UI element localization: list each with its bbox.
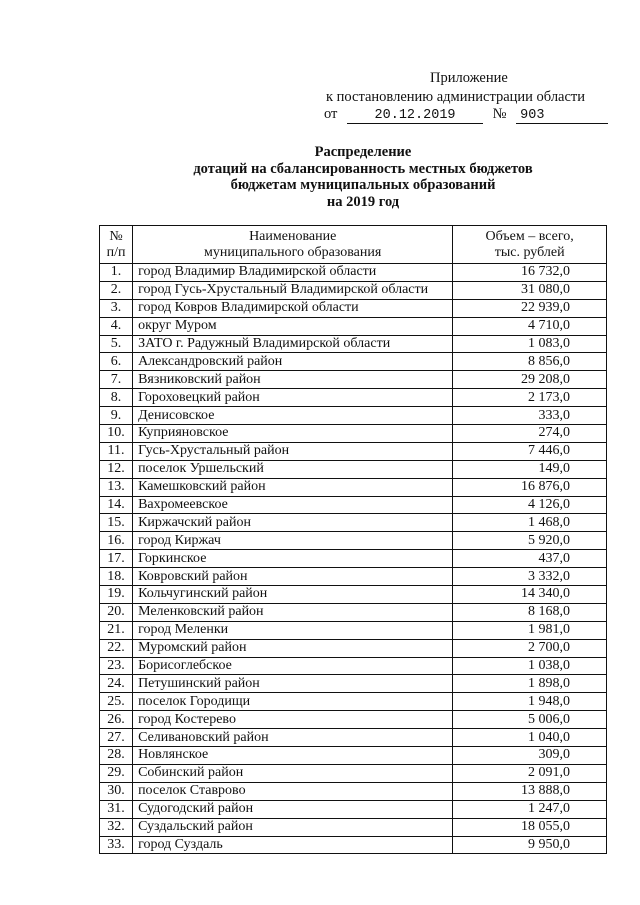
row-value: 3 332,0 [453, 568, 607, 586]
document-heading [0, 144, 640, 210]
table-row [100, 818, 607, 836]
row-value: 31 080,0 [453, 281, 607, 299]
row-name: город Костерево [133, 711, 453, 729]
row-number: 14. [100, 496, 133, 514]
row-name: Муромский район [133, 639, 453, 657]
row-value: 309,0 [453, 747, 607, 765]
heading-line-2: дотаций на сбалансированность местных бюджетов [193, 160, 533, 177]
row-name: Судогодский район [133, 800, 453, 818]
table-row [100, 514, 607, 532]
table-row [100, 478, 607, 496]
table-row [100, 299, 607, 317]
table-row [100, 568, 607, 586]
table-body [100, 264, 607, 854]
row-name: Гороховецкий район [133, 389, 453, 407]
row-value: 2 700,0 [453, 639, 607, 657]
row-name: Камешковский район [133, 478, 453, 496]
row-value: 8 856,0 [453, 353, 607, 371]
row-number: 17. [100, 550, 133, 568]
row-name: поселок Ставрово [133, 782, 453, 800]
table-row [100, 496, 607, 514]
row-number: 15. [100, 514, 133, 532]
row-value: 1 083,0 [453, 335, 607, 353]
row-name: Горкинское [133, 550, 453, 568]
row-number: 32. [100, 818, 133, 836]
header-value-line-2: тыс. рублей [494, 244, 565, 260]
row-name: поселок Городищи [133, 693, 453, 711]
row-name: Новлянское [133, 747, 453, 765]
row-number: 11. [100, 442, 133, 460]
row-value: 1 468,0 [453, 514, 607, 532]
table-row [100, 335, 607, 353]
row-name: Киржачский район [133, 514, 453, 532]
row-name: город Ковров Владимирской области [133, 299, 453, 317]
table-row [100, 264, 607, 282]
table-row [100, 281, 607, 299]
table-row [100, 389, 607, 407]
row-number: 5. [100, 335, 133, 353]
table-row [100, 353, 607, 371]
header-number [100, 226, 133, 264]
row-number: 21. [100, 621, 133, 639]
row-number: 3. [100, 299, 133, 317]
heading-line-3: бюджетам муниципальных образований [230, 177, 496, 193]
table-row [100, 407, 607, 425]
row-number: 13. [100, 478, 133, 496]
row-name: Селивановский район [133, 729, 453, 747]
row-name: город Владимир Владимирской области [133, 264, 453, 282]
row-number: 25. [100, 693, 133, 711]
distribution-table [99, 225, 607, 854]
row-value: 9 950,0 [453, 836, 607, 854]
row-name: Гусь-Хрустальный район [133, 442, 453, 460]
header-name-line-1: Наименование [249, 228, 337, 244]
table-row [100, 621, 607, 639]
header-number-line-2: п/п [106, 244, 126, 260]
row-value: 274,0 [453, 425, 607, 443]
table-row [100, 425, 607, 443]
row-name: ЗАТО г. Радужный Владимирской области [133, 335, 453, 353]
heading-line-1: Распределение [314, 144, 412, 160]
row-name: город Киржач [133, 532, 453, 550]
table-row [100, 711, 607, 729]
row-number: 9. [100, 407, 133, 425]
row-value: 4 126,0 [453, 496, 607, 514]
row-number: 8. [100, 389, 133, 407]
row-value: 2 173,0 [453, 389, 607, 407]
table-header-row [100, 226, 607, 264]
row-value: 1 040,0 [453, 729, 607, 747]
row-number: 12. [100, 460, 133, 478]
row-number: 6. [100, 353, 133, 371]
row-number: 19. [100, 586, 133, 604]
row-name: город Меленки [133, 621, 453, 639]
row-value: 1 981,0 [453, 621, 607, 639]
row-name: город Суздаль [133, 836, 453, 854]
number-prefix: № [492, 106, 507, 122]
row-name: Петушинский район [133, 675, 453, 693]
row-name: Ковровский район [133, 568, 453, 586]
row-value: 16 876,0 [453, 478, 607, 496]
table-row [100, 693, 607, 711]
row-value: 7 446,0 [453, 442, 607, 460]
row-value: 5 920,0 [453, 532, 607, 550]
appendix-date-line [324, 106, 608, 124]
row-number: 18. [100, 568, 133, 586]
table-row [100, 550, 607, 568]
table-row [100, 836, 607, 854]
table-row [100, 586, 607, 604]
table-row [100, 675, 607, 693]
row-number: 29. [100, 764, 133, 782]
header-number-line-1: № [109, 228, 123, 244]
table-row [100, 317, 607, 335]
row-name: поселок Уршельский [133, 460, 453, 478]
table-row [100, 603, 607, 621]
header-name-line-2: муниципального образования [204, 244, 382, 260]
row-value: 4 710,0 [453, 317, 607, 335]
row-name: Собинский район [133, 764, 453, 782]
row-number: 16. [100, 532, 133, 550]
row-number: 26. [100, 711, 133, 729]
row-value: 16 732,0 [453, 264, 607, 282]
table-row [100, 442, 607, 460]
table-row [100, 729, 607, 747]
row-value: 2 091,0 [453, 764, 607, 782]
row-number: 7. [100, 371, 133, 389]
heading-line-4: на 2019 год [326, 193, 400, 210]
row-name: Александровский район [133, 353, 453, 371]
row-value: 18 055,0 [453, 818, 607, 836]
header-value-line-1: Объем – всего, [485, 228, 574, 244]
row-value: 14 340,0 [453, 586, 607, 604]
row-name: город Гусь-Хрустальный Владимирской области [133, 281, 453, 299]
row-number: 10. [100, 425, 133, 443]
row-number: 23. [100, 657, 133, 675]
row-name: округ Муром [133, 317, 453, 335]
row-value: 333,0 [453, 407, 607, 425]
row-number: 22. [100, 639, 133, 657]
table-row [100, 657, 607, 675]
date-prefix: от [324, 106, 338, 122]
table-row [100, 764, 607, 782]
row-name: Вахромеевское [133, 496, 453, 514]
row-value: 1 247,0 [453, 800, 607, 818]
row-name: Меленковский район [133, 603, 453, 621]
row-number: 24. [100, 675, 133, 693]
row-number: 4. [100, 317, 133, 335]
table-row [100, 747, 607, 765]
row-name: Денисовское [133, 407, 453, 425]
row-value: 1 898,0 [453, 675, 607, 693]
appendix-number: 903 [516, 108, 608, 124]
appendix-date: 20.12.2019 [347, 108, 483, 124]
row-number: 31. [100, 800, 133, 818]
table-row [100, 639, 607, 657]
row-name: Борисоглебское [133, 657, 453, 675]
row-value: 29 208,0 [453, 371, 607, 389]
row-name: Кольчугинский район [133, 586, 453, 604]
row-value: 8 168,0 [453, 603, 607, 621]
table-row [100, 460, 607, 478]
row-number: 20. [100, 603, 133, 621]
row-name: Вязниковский район [133, 371, 453, 389]
row-value: 22 939,0 [453, 299, 607, 317]
row-number: 2. [100, 281, 133, 299]
row-value: 13 888,0 [453, 782, 607, 800]
header-value [453, 226, 607, 264]
row-name: Суздальский район [133, 818, 453, 836]
table-row [100, 800, 607, 818]
row-number: 33. [100, 836, 133, 854]
row-value: 437,0 [453, 550, 607, 568]
row-number: 27. [100, 729, 133, 747]
row-value: 1 038,0 [453, 657, 607, 675]
row-value: 1 948,0 [453, 693, 607, 711]
row-number: 28. [100, 747, 133, 765]
appendix-subtitle: к постановлению администрации области [326, 89, 586, 105]
row-value: 149,0 [453, 460, 607, 478]
row-number: 1. [100, 264, 133, 282]
table-row [100, 782, 607, 800]
row-name: Куприяновское [133, 425, 453, 443]
table-row [100, 371, 607, 389]
row-value: 5 006,0 [453, 711, 607, 729]
table-row [100, 532, 607, 550]
header-name [133, 226, 453, 264]
appendix-title: Приложение [430, 70, 508, 86]
row-number: 30. [100, 782, 133, 800]
